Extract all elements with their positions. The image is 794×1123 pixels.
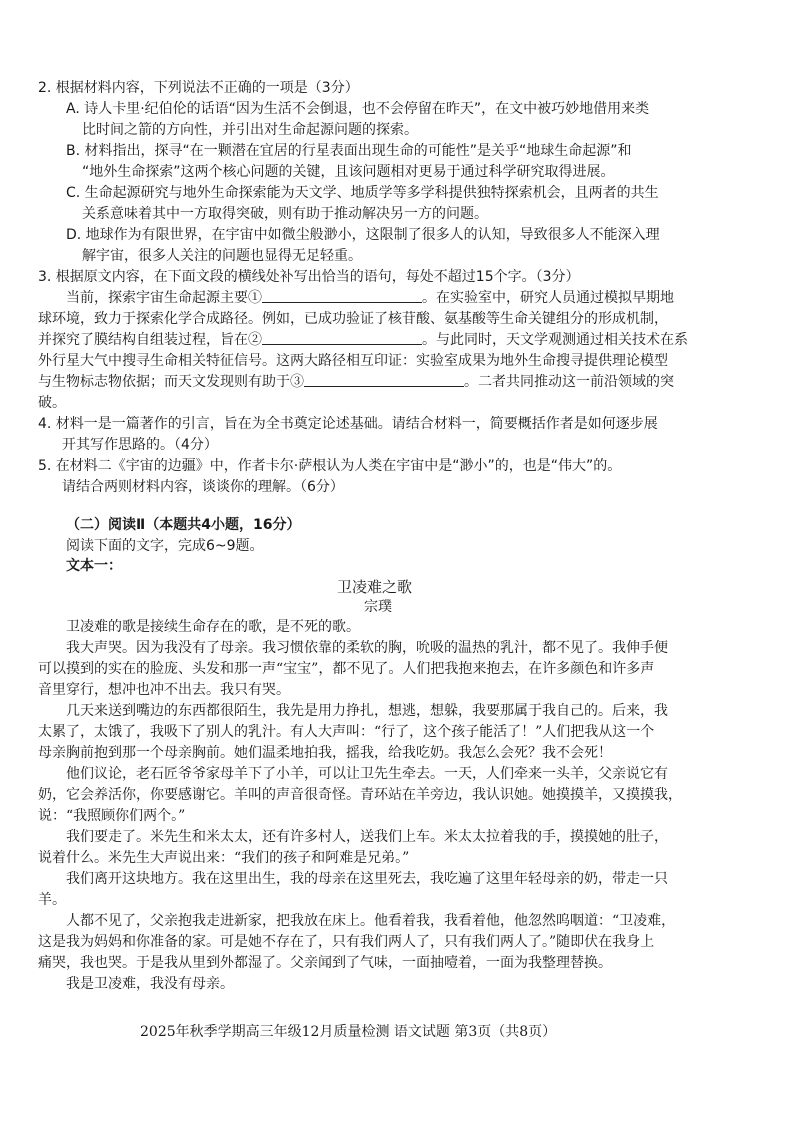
q5-line1: 5. 在材料二《宇宙的边疆》中，作者卡尔·萨根认为人类在宇宙中是“渺小”的，也是“伟大”的。 <box>38 458 622 474</box>
q2-option-b-line2: “地外生命探索”这两个核心问题的关键，且该问题相对更易于通过科学研究取得进展。 <box>82 164 615 180</box>
q3-text: 并探究了膜结构自组装过程，旨在② <box>38 332 262 348</box>
story-title: 卫凌难之歌 <box>337 578 413 596</box>
q2-option-a-line2: 比时间之箭的方向性，并引出对生命起源问题的探索。 <box>82 122 418 138</box>
q3-text: 当前，探索宇宙生命起源主要① <box>66 290 262 306</box>
q5-line2: 请结合两则材料内容，谈谈你的理解。（6分） <box>62 479 344 495</box>
answer-blank-3[interactable] <box>304 372 464 387</box>
story-line: 太累了，太饿了，我吸下了别人的乳汁。有人大声叫：“行了，这个孩子能活了！”人们把我从这一个 <box>38 724 655 740</box>
story-line: 我大声哭。因为我没有了母亲。我习惯依靠的柔软的胸，吮吸的温热的乳汁，都不见了。我伸手便 <box>66 640 668 656</box>
q2-stem: 2. 根据材料内容，下列说法不正确的一项是（3分） <box>38 80 359 96</box>
q3-passage-line2: 球环境，致力于探索化学合成路径。例如，已成功验证了核苷酸、氨基酸等生命关键组分的形成机制， <box>38 311 668 327</box>
q3-passage-line6: 破。 <box>38 395 66 411</box>
story-line: 这是我为妈妈和你准备的家。可是她不存在了，只有我们两人了，只有我们两人了。”随即伏在我身上 <box>38 934 655 950</box>
story-line: 几天来送到嘴边的东西都很陌生，我先是用力挣扎，想逃，想躲，我要那属于我自己的。后来，我 <box>66 703 668 719</box>
section-heading: （二）阅读Ⅱ（本题共4小题，16分） <box>66 517 301 533</box>
q3-passage-line1 <box>66 288 674 308</box>
story-line: 人都不见了，父亲抱我走进新家，把我放在床上。他看着我，我看着他，他忽然呜咽道：“卫凌难， <box>66 913 676 929</box>
story-line: 羊。 <box>38 892 66 908</box>
q3-passage-line5 <box>38 372 674 392</box>
story-line: 我们离开这块地方。我在这里出生，我的母亲在这里死去，我吃遍了这里年轻母亲的奶，带走一只 <box>66 871 668 887</box>
q3-text: 。在实验室中，研究人员通过模拟早期地 <box>422 290 674 306</box>
answer-blank-1[interactable] <box>262 288 422 303</box>
q2-option-c-line2: 关系意味着其中一方取得突破，则有助于推动解决另一方的问题。 <box>82 206 488 222</box>
section-instruction: 阅读下面的文字，完成6~9题。 <box>66 538 264 554</box>
story-line: 卫凌难的歌是接续生命存在的歌，是不死的歌。 <box>66 619 360 635</box>
q3-passage-line3 <box>38 330 688 350</box>
q2-option-d-line2: 解宇宙，很多人关注的问题也显得无足轻重。 <box>82 248 362 264</box>
q4-line1: 4. 材料一是一篇著作的引言，旨在为全书奠定论述基础。请结合材料一，简要概括作者是如何逐步展 <box>38 416 658 432</box>
answer-blank-2[interactable] <box>262 330 422 345</box>
story-line: 痛哭，我也哭。于是我从里到外都湿了。父亲闻到了气味，一面抽噎着，一面为我整理替换。 <box>38 955 612 971</box>
q3-passage-line4: 外行星大气中搜寻生命相关特征信号。这两大路径相互印证：实验室成果为地外生命搜寻提供理论模型 <box>38 353 668 369</box>
q2-option-d-line1: D. 地球作为有限世界，在宇宙中如微尘般渺小，这限制了很多人的认知，导致很多人不能深入理 <box>66 227 660 243</box>
q2-option-a-line1: A. 诗人卡里·纪伯伦的话语“因为生活不会倒退，也不会停留在昨天”，在文中被巧妙地借用来类 <box>66 101 650 117</box>
story-line: 音里穿行，想冲也冲不出去。我只有哭。 <box>38 682 290 698</box>
story-line: 说着什么。米先生大声说出来：“我们的孩子和阿难是兄弟。” <box>38 850 410 866</box>
story-line: 我是卫凌难，我没有母亲。 <box>66 976 234 992</box>
page-footer: 2025年秋季学期高三年级12月质量检测 语文试题 第3页（共8页） <box>140 1024 557 1040</box>
q4-line2: 开其写作思路的。（4分） <box>62 437 218 453</box>
q3-text: 。与此同时，天文学观测通过相关技术在系 <box>422 332 688 348</box>
q3-stem: 3. 根据原文内容，在下面文段的横线处补写出恰当的语句，每处不超过15个字。（3分） <box>38 269 580 285</box>
q3-text: 。二者共同推动这一前沿领域的突 <box>464 374 674 390</box>
story-line: 我们要走了。米先生和米太太，还有许多村人，送我们上车。米太太拉着我的手，摸摸她的肚子， <box>66 829 668 845</box>
q2-option-c-line1: C. 生命起源研究与地外生命探索能为天文学、地质学等多学科提供独特探索机会，且两者的共生 <box>66 185 659 201</box>
story-author: 宗璞 <box>364 599 392 615</box>
q2-option-b-line1: B. 材料指出，探寻“在一颗潜在宜居的行星表面出现生命的可能性”是关乎“地球生命起源”和 <box>66 143 632 159</box>
text-label: 文本一： <box>66 558 122 574</box>
story-line: 可以摸到的实在的脸庞、头发和那一声“宝宝”，都不见了。人们把我抱来抱去，在许多颜色和许多声 <box>38 661 655 677</box>
story-line: 说：“我照顾你们两个。” <box>38 808 186 824</box>
story-line: 他们议论，老石匠爷爷家母羊下了小羊，可以让卫先生牵去。一天，人们牵来一头羊，父亲说它有 <box>66 766 668 782</box>
q3-text: 与生物标志物依据；而天文发现则有助于③ <box>38 374 304 390</box>
story-line: 母亲胸前抱到那一个母亲胸前。她们温柔地拍我，摇我，给我吃奶。我怎么会死？我不会死！ <box>38 745 612 761</box>
story-line: 奶，它会养活你，你要感谢它。羊叫的声音很奇怪。青环站在羊旁边，我认识她。她摸摸羊，又摸摸我， <box>38 787 682 803</box>
